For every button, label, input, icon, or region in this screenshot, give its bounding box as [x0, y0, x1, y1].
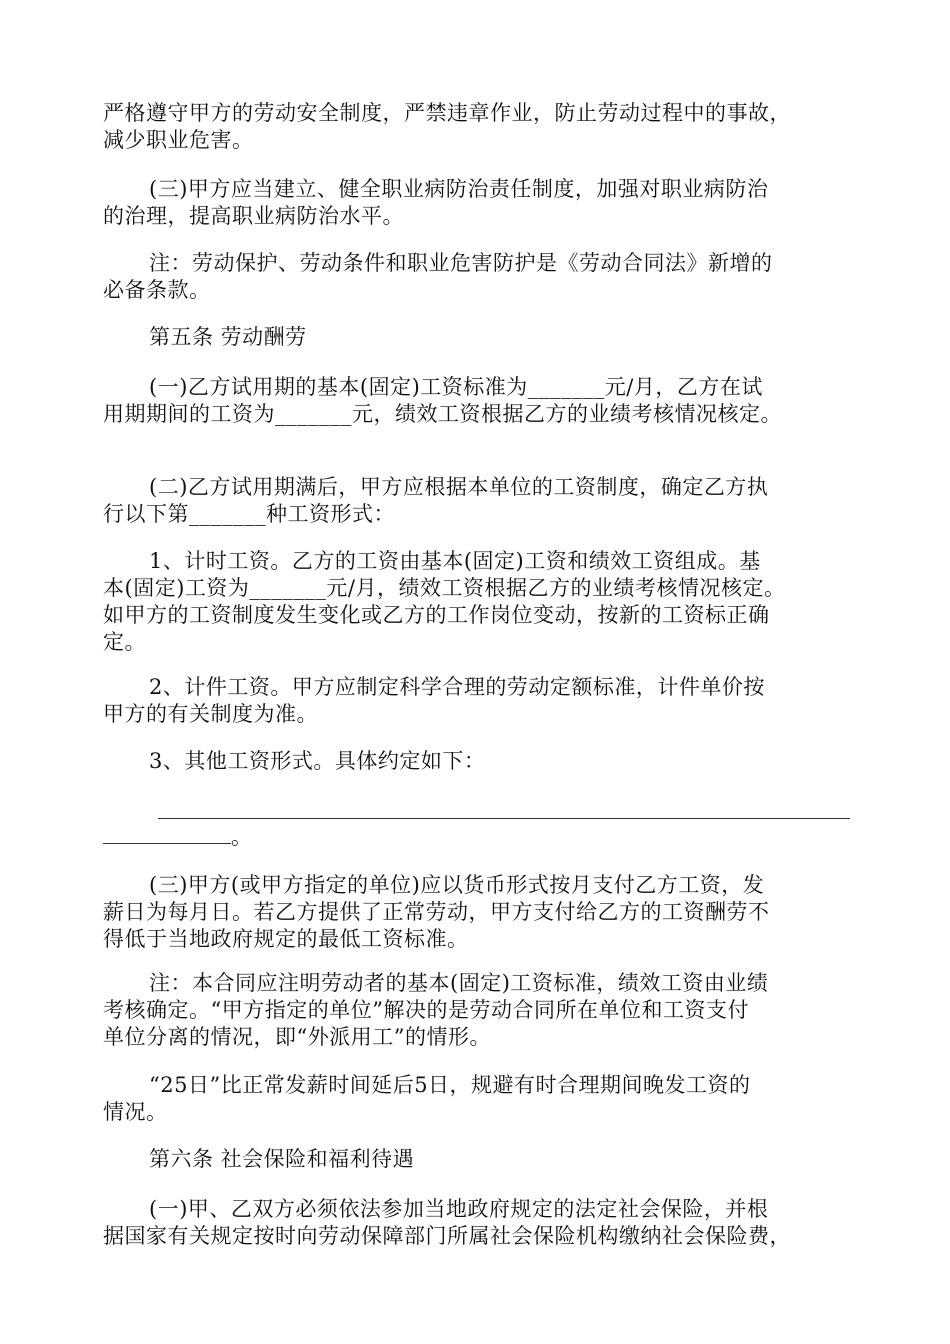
text-line: 如甲方的工资制度发生变化或乙方的工作岗位变动，按新的工资标正确 [103, 603, 770, 627]
text-line: 薪日为每月日。若乙方提供了正常劳动，甲方支付给乙方的工资酬劳不 [103, 900, 770, 924]
paragraph-payday-note [103, 1072, 851, 1126]
paragraph-occupational-disease [103, 176, 851, 230]
paragraph-probation-wage [103, 374, 851, 428]
text-line: 甲方的有关制度为准。 [103, 702, 318, 726]
text-line [103, 824, 851, 851]
text-line: 必备条款。 [103, 278, 211, 302]
text-line: 行以下第_______种工资形式： [103, 502, 395, 526]
text-line: (三)甲方应当建立、健全职业病防治责任制度，加强对职业病防治 [149, 177, 769, 201]
text-line: 据国家有关规定按时向劳动保障部门所属社会保险机构缴纳社会保险费， [103, 1224, 791, 1248]
text-line: 单位分离的情况，即“外派用工”的情形。 [103, 1025, 491, 1049]
paragraph-note-wage [103, 970, 851, 1051]
text-line: 本(固定)工资为_______元/月，绩效工资根据乙方的业绩考核情况核定。 [103, 576, 786, 600]
text-line: 考核确定。“甲方指定的单位”解决的是劳动合同所在单位和工资支付 [103, 998, 749, 1022]
text-line: (三)甲方(或甲方指定的单位)应以货币形式按月支付乙方工资，发 [149, 873, 765, 897]
text-line: 1、计时工资。乙方的工资由基本(固定)工资和绩效工资组成。基 [149, 549, 761, 573]
text-line: 注：本合同应注明劳动者的基本(固定)工资标准，绩效工资由业绩 [149, 971, 769, 995]
section-heading-article-5 [103, 324, 851, 351]
paragraph-safety [103, 100, 851, 154]
fill-in-blank-line [158, 818, 850, 819]
paragraph-time-wage [103, 548, 851, 656]
text-fragment: 。 [231, 825, 253, 849]
text-line: 第六条 社会保险和福利待遇 [149, 1147, 415, 1171]
paragraph-wage-form [103, 474, 851, 528]
text-line: 情况。 [103, 1100, 168, 1124]
paragraph-piece-wage [103, 674, 851, 728]
text-line: 严格遵守甲方的劳动安全制度，严禁违章作业，防止劳动过程中的事故， [103, 101, 791, 125]
text-line: (一)甲、乙双方必须依法参加当地政府规定的法定社会保险，并根 [149, 1197, 769, 1221]
text-line: (二)乙方试用期满后，甲方应根据本单位的工资制度，确定乙方执 [149, 475, 769, 499]
text-line: 的治理，提高职业病防治水平。 [103, 204, 404, 228]
text-line: 减少职业危害。 [103, 128, 254, 152]
text-line: 注：劳动保护、劳动条件和职业危害防护是《劳动合同法》新增的 [149, 251, 773, 275]
text-line: 2、计件工资。甲方应制定科学合理的劳动定额标准，计件单价按 [149, 675, 765, 699]
paragraph-payday [103, 872, 851, 953]
text-line: 得低于当地政府规定的最低工资标准。 [103, 927, 469, 951]
paragraph-blank-end [103, 824, 851, 851]
text-line: 用期期间的工资为_______元，绩效工资根据乙方的业绩考核情况核定。 [103, 402, 782, 426]
paragraph-social-insurance [103, 1196, 851, 1250]
text-line: 3、其他工资形式。具体约定如下： [149, 749, 486, 773]
text-line: “25日”比正常发薪时间延后5日，规避有时合理期间晚发工资的 [149, 1073, 751, 1097]
paragraph-note-protection [103, 250, 851, 304]
paragraph-other-wage [103, 748, 851, 775]
section-heading-article-6 [103, 1146, 851, 1173]
text-line: 第五条 劳动酬劳 [149, 325, 307, 349]
text-line: (一)乙方试用期的基本(固定)工资标准为_______元/月，乙方在试 [149, 375, 763, 399]
fill-in-blank-short [103, 825, 231, 844]
text-line: 定。 [103, 630, 146, 654]
